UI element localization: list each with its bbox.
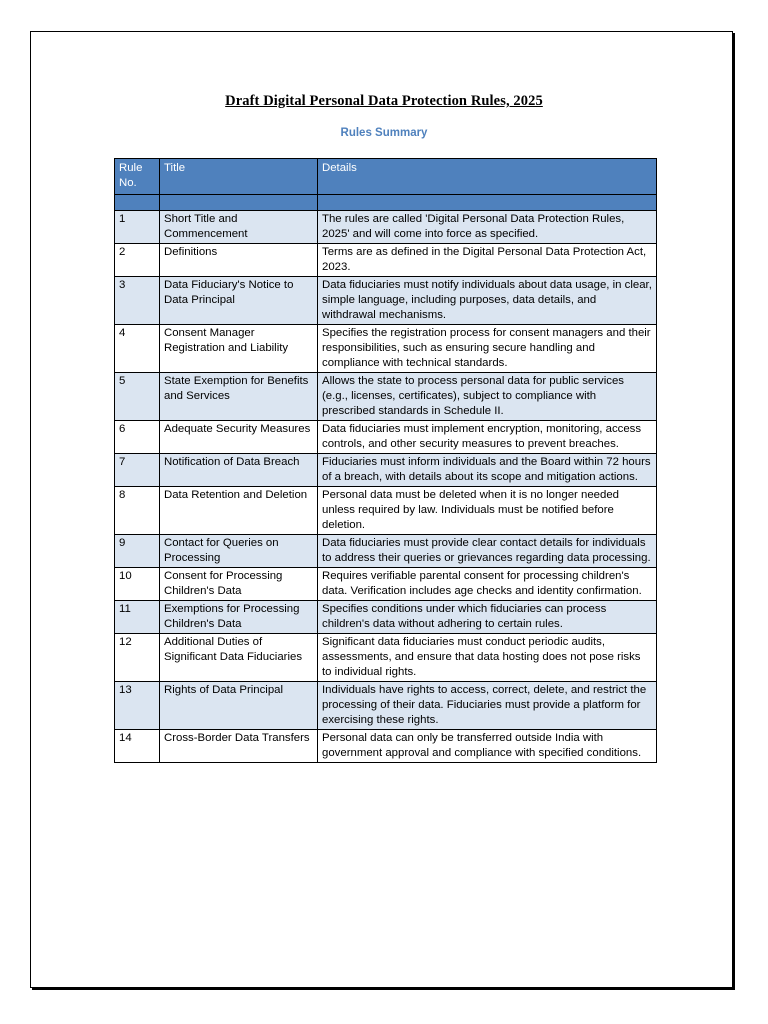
header-title: Title <box>160 159 318 195</box>
rules-table <box>114 158 657 763</box>
header-spacer-row <box>115 195 657 211</box>
table-row <box>115 373 657 421</box>
rule-number-cell: 8 <box>115 487 160 535</box>
header-details: Details <box>318 159 657 195</box>
table-header <box>115 159 657 195</box>
rule-title-cell: Consent Manager Registration and Liability <box>160 325 318 373</box>
rule-number-cell: 9 <box>115 535 160 568</box>
rule-number-cell: 2 <box>115 244 160 277</box>
rule-number-cell: 10 <box>115 568 160 601</box>
header-row <box>115 159 657 195</box>
rule-details-cell: Terms are as defined in the Digital Personal Data Protection Act, 2023. <box>318 244 657 277</box>
table-row <box>115 730 657 763</box>
rule-number-cell: 14 <box>115 730 160 763</box>
rule-title-cell: Data Retention and Deletion <box>160 487 318 535</box>
rule-title-cell: Notification of Data Breach <box>160 454 318 487</box>
rule-title-cell: Adequate Security Measures <box>160 421 318 454</box>
rule-details-cell: Individuals have rights to access, correct, delete, and restrict the processing of their data. Fiduciaries must provide a platform for exercising these rights. <box>318 682 657 730</box>
rule-number-cell: 6 <box>115 421 160 454</box>
table-body <box>115 195 657 763</box>
rule-details-cell: Data fiduciaries must implement encryption, monitoring, access controls, and other security measures to prevent breaches. <box>318 421 657 454</box>
spacer-cell <box>160 195 318 211</box>
table-row <box>115 325 657 373</box>
table-row <box>115 454 657 487</box>
rule-title-cell: Cross-Border Data Transfers <box>160 730 318 763</box>
rule-details-cell: Specifies the registration process for consent managers and their responsibilities, such as ensuring secure handling and compliance with technical standards. <box>318 325 657 373</box>
rule-details-cell: Data fiduciaries must provide clear contact details for individuals to address their queries or grievances regarding data processing. <box>318 535 657 568</box>
rule-details-cell: Requires verifiable parental consent for processing children's data. Verification includes age checks and identity confirmation. <box>318 568 657 601</box>
table-row <box>115 634 657 682</box>
rule-number-cell: 12 <box>115 634 160 682</box>
rule-details-cell: Allows the state to process personal data for public services (e.g., licenses, certificates), subject to compliance with prescribed standards in Schedule II. <box>318 373 657 421</box>
rule-title-cell: Consent for Processing Children's Data <box>160 568 318 601</box>
rule-number-cell: 13 <box>115 682 160 730</box>
rule-title-cell: Exemptions for Processing Children's Data <box>160 601 318 634</box>
table-row <box>115 211 657 244</box>
rule-details-cell: Personal data must be deleted when it is no longer needed unless required by law. Individuals must be notified before deletion. <box>318 487 657 535</box>
rule-number-cell: 4 <box>115 325 160 373</box>
document-subtitle: Rules Summary <box>340 127 428 139</box>
rule-number-cell: 11 <box>115 601 160 634</box>
rule-details-cell: Personal data can only be transferred outside India with government approval and compliance with specified conditions. <box>318 730 657 763</box>
header-rule-no: Rule No. <box>115 159 160 195</box>
rule-title-cell: Contact for Queries on Processing <box>160 535 318 568</box>
table-row <box>115 568 657 601</box>
spacer-cell <box>115 195 160 211</box>
rule-title-cell: State Exemption for Benefits and Services <box>160 373 318 421</box>
rule-number-cell: 5 <box>115 373 160 421</box>
table-row <box>115 277 657 325</box>
rule-number-cell: 1 <box>115 211 160 244</box>
document-title: Draft Digital Personal Data Protection Rules, 2025 <box>225 93 543 109</box>
table-row <box>115 244 657 277</box>
table-row <box>115 682 657 730</box>
table-row <box>115 601 657 634</box>
rule-details-cell: Specifies conditions under which fiduciaries can process children's data without adhering to certain rules. <box>318 601 657 634</box>
rule-title-cell: Rights of Data Principal <box>160 682 318 730</box>
table-row <box>115 535 657 568</box>
rule-details-cell: Data fiduciaries must notify individuals about data usage, in clear, simple language, including purposes, data details, and withdrawal mechanisms. <box>318 277 657 325</box>
rule-title-cell: Additional Duties of Significant Data Fiduciaries <box>160 634 318 682</box>
rule-number-cell: 3 <box>115 277 160 325</box>
rule-title-cell: Data Fiduciary's Notice to Data Principal <box>160 277 318 325</box>
rule-details-cell: Fiduciaries must inform individuals and the Board within 72 hours of a breach, with details about its scope and mitigation actions. <box>318 454 657 487</box>
rule-title-cell: Definitions <box>160 244 318 277</box>
table-row <box>115 421 657 454</box>
rule-title-cell: Short Title and Commencement <box>160 211 318 244</box>
rule-details-cell: The rules are called 'Digital Personal Data Protection Rules, 2025' and will come into force as specified. <box>318 211 657 244</box>
table-row <box>115 487 657 535</box>
rule-details-cell: Significant data fiduciaries must conduct periodic audits, assessments, and ensure that data hosting does not pose risks to individual rights. <box>318 634 657 682</box>
spacer-cell <box>318 195 657 211</box>
rule-number-cell: 7 <box>115 454 160 487</box>
